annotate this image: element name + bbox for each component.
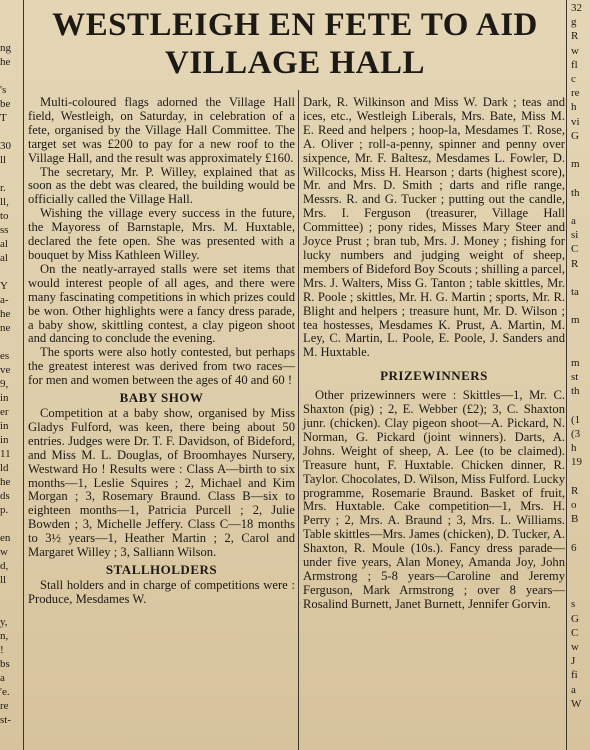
edge-text-fragment: G (571, 129, 579, 142)
right-column-rule (566, 0, 567, 750)
article-right-column (303, 96, 565, 612)
edge-text-fragment: in (0, 392, 9, 404)
baby-show-heading: BABY SHOW (119, 390, 204, 406)
edge-text-fragment: d, (0, 560, 9, 572)
edge-text-fragment: en (0, 532, 11, 544)
edge-text-fragment: C (571, 626, 579, 639)
edge-text-fragment: g (571, 16, 577, 29)
edge-text-fragment: B (571, 513, 579, 526)
edge-text-fragment: he (0, 308, 11, 320)
paragraph-stallholders: Stall holders and in charge of competitions were : Produce, Mesdames W. (28, 578, 295, 606)
edge-text-fragment: ve (0, 364, 11, 376)
edge-text-fragment: w (571, 44, 579, 57)
edge-text-fragment: 30 (0, 140, 11, 152)
edge-text-fragment: 6 (571, 541, 577, 554)
edge-text-fragment: R (571, 484, 579, 497)
edge-text-fragment: 's (0, 84, 7, 96)
edge-text-fragment: to (0, 210, 9, 222)
edge-text-fragment: ll (0, 154, 7, 166)
edge-text-fragment: 19 (571, 456, 582, 469)
edge-text-fragment: th (571, 186, 580, 199)
edge-text-fragment: ta (571, 286, 579, 298)
edge-text-fragment: (1 (571, 413, 581, 426)
paragraph-prizewinners: Other prizewinners were : Skittles—1, Mr. C. Shaxton (pig) ; 2, E. Webber (£2); 3, C. Shaxton junr. (chicken). Clay pigeon shoot—A. Pickard, N. Norman, G. Pickard (joint winners). Darts, A. Johns. Weight of sheep, A. Lee (to be claimed). Treasure hunt, F. Huxtable. Chicken dinner, R. Taylor. Chocolates, D. Wilson, Miss Fulford. Lucky programme, Rosemarie Braund. Basket of fruit, Mrs. Huxtable. Cake competition—1, Mrs. H. Perry ; 2, Mrs. A. Braund ; 3, Mrs. L. Williams. Table skittles—Mrs. James (chicken), D. Tucker, A. Shaxton, R. Moule (10s.). Fancy dress parade—under five years, Alan Money, Amanda Joy, John Armstrong ; 5-8 years—Caroline and Jeremy Ferguson, Mark Armstrong ; over 8 years—Rosalind Burnett, Janet Burnett, Jennifer Gorvin. (303, 388, 565, 611)
edge-text-fragment: s (571, 598, 576, 611)
edge-text-fragment: h (571, 442, 577, 455)
stallholders-heading: STALLHOLDERS (105, 562, 218, 577)
edge-text-fragment: ll, (0, 196, 9, 208)
headline: WESTLEIGH EN FETE TO AID VILLAGE HALL (52, 7, 538, 81)
edge-text-fragment: a- (0, 294, 9, 306)
edge-text-fragment: p. (0, 504, 9, 516)
edge-text-fragment: Y (0, 280, 8, 292)
edge-text-fragment: ss (0, 224, 9, 236)
edge-text-fragment: st- (0, 714, 11, 726)
edge-text-fragment: bs (0, 658, 10, 670)
edge-text-fragment: vi (571, 115, 580, 128)
edge-text-fragment: T (0, 112, 7, 124)
edge-text-fragment: G (571, 612, 579, 625)
edge-text-fragment: fi (571, 669, 578, 682)
edge-text-fragment: re (0, 700, 9, 712)
edge-text-fragment: er (0, 406, 9, 418)
left-column-rule (23, 0, 24, 750)
edge-text-fragment: 11 (0, 448, 11, 460)
right-column-edge (567, 0, 590, 750)
edge-text-fragment: w (0, 546, 8, 558)
paragraph-secretary: The secretary, Mr. P. Willey, explained that as soon as the debt was cleared, the building would be officially called the Village Hall. (28, 164, 295, 207)
edge-text-fragment: c (571, 73, 576, 85)
edge-text-fragment: re (571, 87, 580, 100)
paragraph-opening: Wishing the village every success in the future, the Mayoress of Barnstaple, Mrs. M. Huxtable, declared the fete open. She was presented with a bouquet by Miss Kathleen Willey. (28, 206, 295, 262)
edge-text-fragment: he (0, 56, 11, 68)
edge-text-fragment: be (0, 98, 11, 110)
edge-text-fragment: o (571, 499, 577, 511)
edge-text-fragment: m (571, 314, 580, 327)
edge-text-fragment: in (0, 434, 9, 446)
edge-text-fragment: st (571, 371, 579, 384)
edge-text-fragment: 32 (571, 2, 582, 14)
center-column-rule (298, 90, 299, 750)
edge-text-fragment: 'e. (0, 686, 10, 698)
edge-text-fragment: ! (0, 644, 4, 656)
edge-text-fragment: R (571, 30, 579, 43)
edge-text-fragment: 9, (0, 378, 9, 390)
left-column-edge (0, 0, 22, 750)
edge-text-fragment: (3 (571, 428, 581, 440)
edge-text-fragment: w (571, 641, 579, 653)
edge-text-fragment: r. (0, 182, 6, 194)
edge-text-fragment: h (571, 101, 577, 114)
edge-text-fragment: a (571, 215, 576, 227)
edge-text-fragment: al (0, 238, 8, 250)
edge-text-fragment: ld (0, 462, 9, 474)
edge-text-fragment: m (571, 158, 580, 171)
edge-text-fragment: y, (0, 616, 8, 628)
paragraph-intro: Multi-coloured flags adorned the Village Hall field, Westleigh, on Saturday, in celebration of a fete, organised by the Village Hall Committee. The target set was £200 to pay for a new roof to the Village Hall, and the result was approximately £160. (28, 95, 295, 165)
paragraph-baby-show: Competition at a baby show, organised by Miss Gladys Fulford, was keen, there being about 50 entries. Judges were Dr. T. F. Davidson, of Bideford, and Miss M. L. Douglas, of Broomhayes Nursery, Westward Ho ! Results were : Class A—birth to six months—1, Leslie Squires ; 2, Michael and Kim Morgan ; 3, Rosemary Braund. Class B—six to eighteen months—1, Patricia Purcell ; 2, Julie Bowden ; 3, Michelle Jeffery. Class C—18 months to 3½ years—1, Heather Martin ; 2, Carol and Margaret Willey ; 3, Salliann Wilson. (28, 406, 295, 560)
edge-text-fragment: n, (0, 630, 9, 642)
edge-text-fragment: J (571, 655, 576, 668)
edge-text-fragment: he (0, 476, 11, 488)
edge-text-fragment: es (0, 350, 10, 362)
edge-text-fragment: ll (0, 574, 7, 586)
edge-text-fragment: ng (0, 42, 11, 54)
paragraph-stallholders-continued: Dark, R. Wilkinson and Miss W. Dark ; teas and ices, etc., Westleigh Liberals, Mrs. Bate, Miss M. E. Reed and helpers ; hoop-la, Mesdames T. Rose, A. Oliver ; roll-a-penny, spinner and penny over sixpence, Mr. F. Baltesz, Mesdames L. Fowler, D. Willcocks, Miss H. Hearson ; darts (highest score), Mr. and Mrs. D. Smith ; darts and rifle range, Messrs. R. and G. Tucker ; putting out the candle, Mrs. I. Ferguson (treasurer, Village Hall Committee) ; pony rides, Misses Mary Steer and Joyce Prust ; bran tub, Mrs. J. Money ; fishing for lucky numbers and judging weight of sheep, members of Bideford Boy Scouts ; shilling a parcel, Mrs. J. Walters, Miss G. Tanton ; table skittles, Mr. R. Poole ; skittles, Mr. H. G. Martin ; sports, Mr. R. Blight and helpers ; treasure hunt, Mr. D. Wilson ; tea hostesses, Mesdames K. Prust, A. Martin, M. Ley, C. Martin, L. Poole, E. Poole, J. Sanders and M. Huxtable. (303, 95, 565, 360)
edge-text-fragment: a (571, 683, 576, 696)
edge-text-fragment: R (571, 257, 579, 270)
edge-text-fragment: C (571, 243, 579, 256)
prizewinners-heading: PRIZEWINNERS (380, 368, 488, 384)
edge-text-fragment: al (0, 252, 8, 264)
edge-text-fragment: W (571, 697, 582, 710)
article-left-column (28, 96, 295, 607)
edge-text-fragment: si (571, 229, 579, 242)
edge-text-fragment: in (0, 420, 9, 432)
edge-text-fragment: a (0, 672, 5, 684)
edge-text-fragment: th (571, 385, 580, 398)
paragraph-sports: The sports were also hotly contested, but perhaps the greatest interest was derived from two races—for men and women between the ages of 40 and 60 ! (28, 345, 295, 388)
edge-text-fragment: ne (0, 322, 11, 334)
edge-text-fragment: fl (571, 58, 578, 71)
edge-text-fragment: ds (0, 490, 10, 502)
edge-text-fragment: m (571, 357, 580, 369)
paragraph-stalls: On the neatly-arrayed stalls were set items that would interest people of all ages, and there were many fascinating competitions in which prizes could be won. Other highlights were a fancy dress parade, a baby show, skittling contest, a clay pigeon shoot and dancing to conclude the evening. (28, 261, 295, 346)
